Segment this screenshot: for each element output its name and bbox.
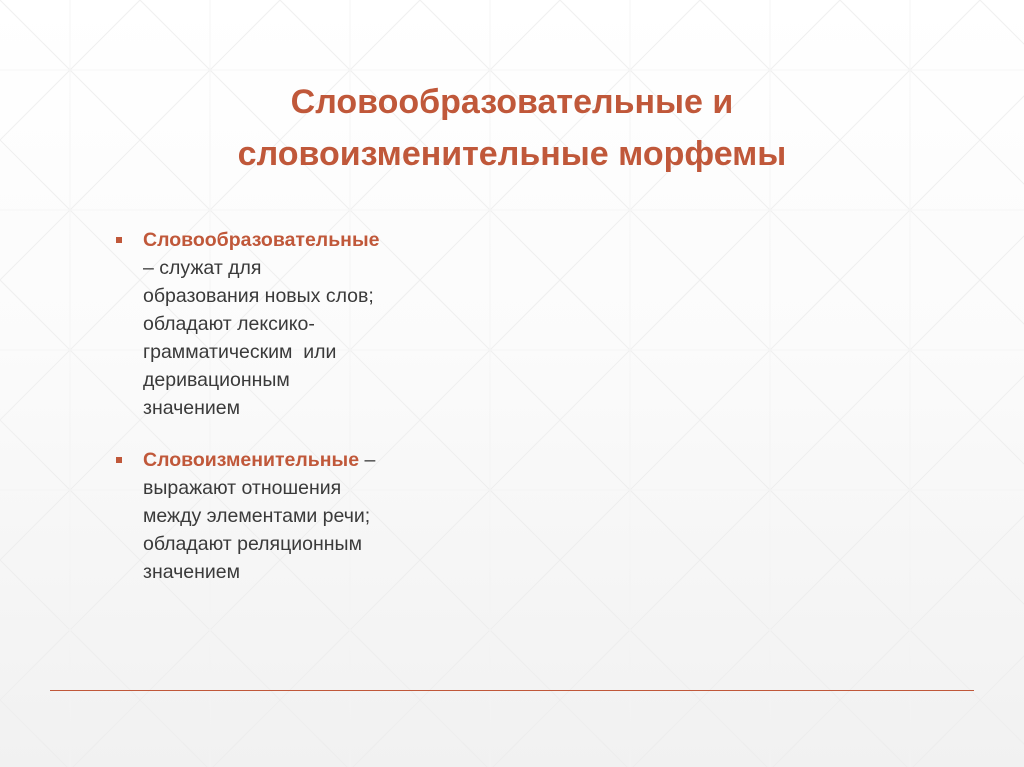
square-bullet-icon — [116, 237, 122, 243]
bullet-text-line: значением — [143, 561, 241, 583]
term-inflection: Словоизменительные — [143, 449, 360, 471]
bullet-heading — [143, 226, 446, 254]
bullet-text-line: значением — [143, 397, 241, 419]
bullet-list — [116, 226, 446, 610]
bullet-text-line: деривационным — [143, 369, 290, 391]
title-line-2: словоизменительные морфемы — [237, 135, 787, 173]
footer-divider — [50, 690, 974, 691]
square-bullet-icon — [116, 457, 122, 463]
bullet-word-formation — [116, 226, 446, 422]
term-word-formation: Словообразовательные — [143, 229, 380, 251]
slide-title — [60, 76, 964, 180]
term-suffix: – — [359, 449, 376, 471]
bullet-text-line: – служат для — [143, 257, 262, 279]
bullet-text-line: образования новых слов; — [143, 285, 374, 307]
bullet-text-line: обладают лексико- — [143, 313, 315, 335]
bullet-heading — [143, 446, 446, 474]
bullet-text-line: выражают отношения — [143, 477, 342, 499]
title-line-1: Словообразовательные и — [290, 83, 734, 121]
bullet-inflection — [116, 446, 446, 586]
bullet-text-line: обладают реляционным — [143, 533, 362, 555]
bullet-text-line: грамматическим или — [143, 341, 337, 363]
bullet-text-line: между элементами речи; — [143, 505, 371, 527]
